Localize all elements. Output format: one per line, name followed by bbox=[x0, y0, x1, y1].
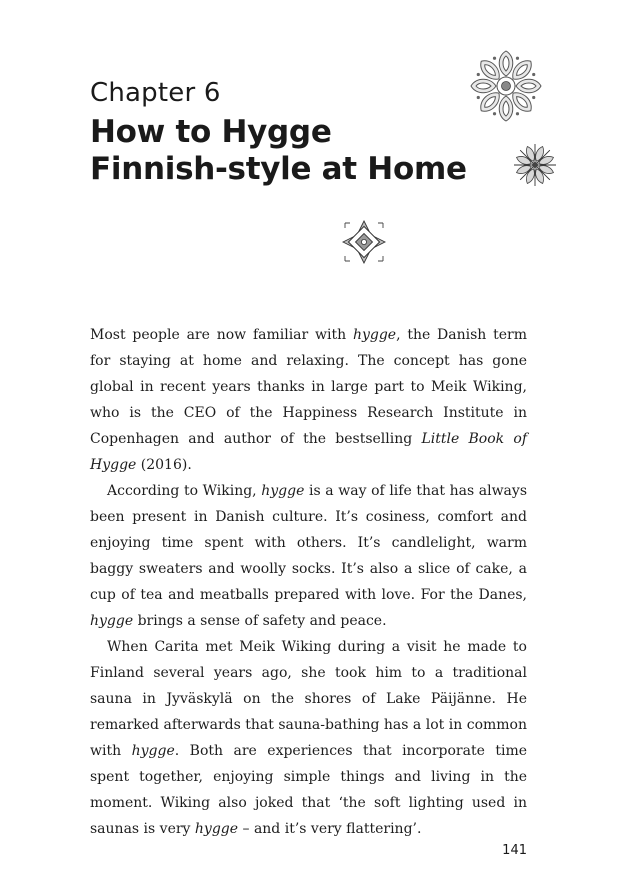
text-run: When Carita met Meik Wiking during a visit he made to Finland several years ago, she took him to a traditional sauna in Jyväskylä on the shores of Lake Päijänne. He remarked afterwards that sauna-bathing has a lot in common with bbox=[90, 639, 527, 759]
text-run: brings a sense of safety and peace. bbox=[133, 613, 387, 629]
star-flower-icon bbox=[512, 142, 558, 188]
paragraph bbox=[90, 634, 527, 842]
text-run: According to Wiking, bbox=[107, 483, 262, 499]
mandala-flower-icon bbox=[468, 48, 544, 124]
chapter-label: Chapter 6 bbox=[90, 78, 221, 108]
paragraph bbox=[90, 478, 527, 634]
italic-run: hygge bbox=[261, 483, 305, 499]
italic-run: Little Book of Hygge bbox=[90, 431, 527, 473]
italic-run: hygge bbox=[131, 743, 175, 759]
text-run: , the Danish term for staying at home and relaxing. The concept has gone global in recent years thanks in large part to Meik Wiking, who is the CEO of the Happiness Research Institute in Copenhagen and author of the bestselling bbox=[90, 327, 528, 447]
italic-run: hygge bbox=[352, 327, 397, 343]
body-text bbox=[90, 322, 527, 842]
chapter-title: How to Hygge Finnish-style at Home bbox=[90, 114, 467, 187]
italic-run: hygge bbox=[194, 821, 239, 837]
italic-run: hygge bbox=[90, 613, 134, 629]
text-run: (2016). bbox=[136, 457, 192, 473]
text-run: – and it’s very flattering’. bbox=[238, 821, 422, 837]
paragraph bbox=[90, 322, 527, 478]
diamond-motif-icon bbox=[339, 217, 389, 267]
text-run: Most people are now familiar with bbox=[90, 327, 353, 343]
text-run: . Both are experiences that incorporate time spent together, enjoying simple things and living in the moment. Wiking also joked that ‘the soft lighting used in saunas is very bbox=[90, 743, 528, 837]
page-number: 141 bbox=[502, 843, 527, 858]
text-run: is a way of life that has always been present in Danish culture. It’s cosiness, comfort and enjoying time spent with others. It’s candlelight, warm baggy sweaters and woolly socks. It’s also a slice of cake, a cup of tea and meatballs prepared with love. For the Danes, bbox=[90, 483, 528, 603]
